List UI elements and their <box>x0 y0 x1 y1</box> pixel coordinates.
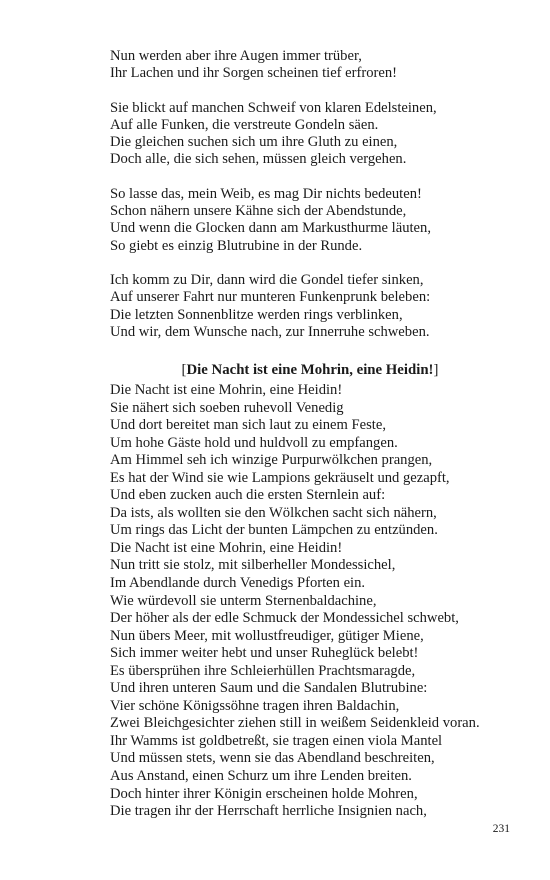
poem-title-text: Die Nacht ist eine Mohrin, eine Heidin! <box>186 362 434 378</box>
verse-line: Die Nacht ist eine Mohrin, eine Heidin! <box>110 382 343 398</box>
verse-line: Doch alle, die sich sehen, müssen gleich vergehen. <box>110 151 407 168</box>
verse-line: Und wir, dem Wunsche nach, zur Innerruhe schweben. <box>110 323 430 340</box>
title-bracket-close: ] <box>433 362 439 378</box>
stanza <box>110 186 510 255</box>
verse-line: Und ihren unteren Saum und die Sandalen Blutrubine: <box>110 680 428 697</box>
verse-line: Doch hinter ihrer Königin erscheinen holde Mohren, <box>110 785 418 802</box>
verse-line: Die letzten Sonnenblitze werden rings verblinken, <box>110 306 403 323</box>
verse-line: Und wenn die Glocken dann am Markusthurme läuten, <box>110 220 431 237</box>
verse-line: Die gleichen suchen sich um ihre Gluth zu einen, <box>110 134 398 151</box>
verse-line: Nun übers Meer, mit wollustfreudiger, gütiger Miene, <box>110 627 424 644</box>
verse-line: Wie würdevoll sie unterm Sternenbaldachine, <box>110 592 377 609</box>
verse-line: Und eben zucken auch die ersten Sternlein auf: <box>110 487 386 504</box>
verse-line: Nun werden aber ihre Augen immer trüber, <box>110 48 362 64</box>
verse-line: Auf unserer Fahrt nur munteren Funkenprunk beleben: <box>110 289 431 306</box>
verse-line: Sie blickt auf manchen Schweif von klaren Edelsteinen, <box>110 99 437 116</box>
verse-line: So lasse das, mein Weib, es mag Dir nichts bedeuten! <box>110 185 422 202</box>
verse-line: Es hat der Wind sie wie Lampions gekräuselt und gezapft, <box>110 469 450 486</box>
verse-line: Und dort bereitet man sich laut zu einem Feste, <box>110 417 386 434</box>
title-bracket-open: [ <box>181 362 187 378</box>
verse-line: So giebt es einzig Blutrubine in der Runde. <box>110 237 363 254</box>
verse-line: Um rings das Licht der bunten Lämpchen zu entzünden. <box>110 522 438 539</box>
verse-line: Der höher als der edle Schmuck der Mondessichel schwebt, <box>110 610 459 627</box>
verse-line: Da ists, als wollten sie den Wölkchen sacht sich nähern, <box>110 504 437 521</box>
verse-line: Nun tritt sie stolz, mit silberheller Mondessichel, <box>110 557 396 574</box>
stanza <box>110 272 510 341</box>
verse-line: Um hohe Gäste hold und huldvoll zu empfangen. <box>110 434 398 451</box>
stanza <box>110 100 510 169</box>
verse-line: Im Abendlande durch Venedigs Pforten ein. <box>110 575 366 592</box>
verse-line: Die Nacht ist eine Mohrin, eine Heidin! <box>110 539 343 556</box>
verse-line: Die tragen ihr der Herrschaft herrliche Insignien nach, <box>110 803 427 820</box>
poem-continuation <box>110 48 510 358</box>
verse-line: Sich immer weiter hebt und unser Ruheglück belebt! <box>110 645 419 662</box>
poem-title <box>110 361 510 379</box>
verse-line: Auf alle Funken, die verstreute Gondeln säen. <box>110 116 379 133</box>
verse-line: Vier schöne Königssöhne tragen ihren Baldachin, <box>110 697 400 714</box>
verse-line: Aus Anstand, einen Schurz um ihre Lenden breiten. <box>110 768 412 785</box>
verse-line: Schon nähern unsere Kähne sich der Abendstunde, <box>110 203 407 220</box>
verse-line: Am Himmel seh ich winzige Purpurwölkchen prangen, <box>110 452 433 469</box>
stanza <box>110 48 510 83</box>
page-number: 231 <box>492 823 510 835</box>
verse-line: Es übersprühen ihre Schleierhüllen Prachtsmaragde, <box>110 662 416 679</box>
poem-body <box>110 382 510 821</box>
verse-line: Und müssen stets, wenn sie das Abendland beschreiten, <box>110 750 435 767</box>
verse-line: Ihr Wamms ist goldbetreßt, sie tragen einen viola Mantel <box>110 732 443 749</box>
verse-line: Zwei Bleichgesichter ziehen still in weißem Seidenkleid voran. <box>110 715 480 732</box>
verse-line: Sie nähert sich soeben ruhevoll Venedig <box>110 399 344 416</box>
verse-line: Ihr Lachen und ihr Sorgen scheinen tief erfroren! <box>110 65 398 82</box>
verse-line: Ich komm zu Dir, dann wird die Gondel tiefer sinken, <box>110 271 424 288</box>
